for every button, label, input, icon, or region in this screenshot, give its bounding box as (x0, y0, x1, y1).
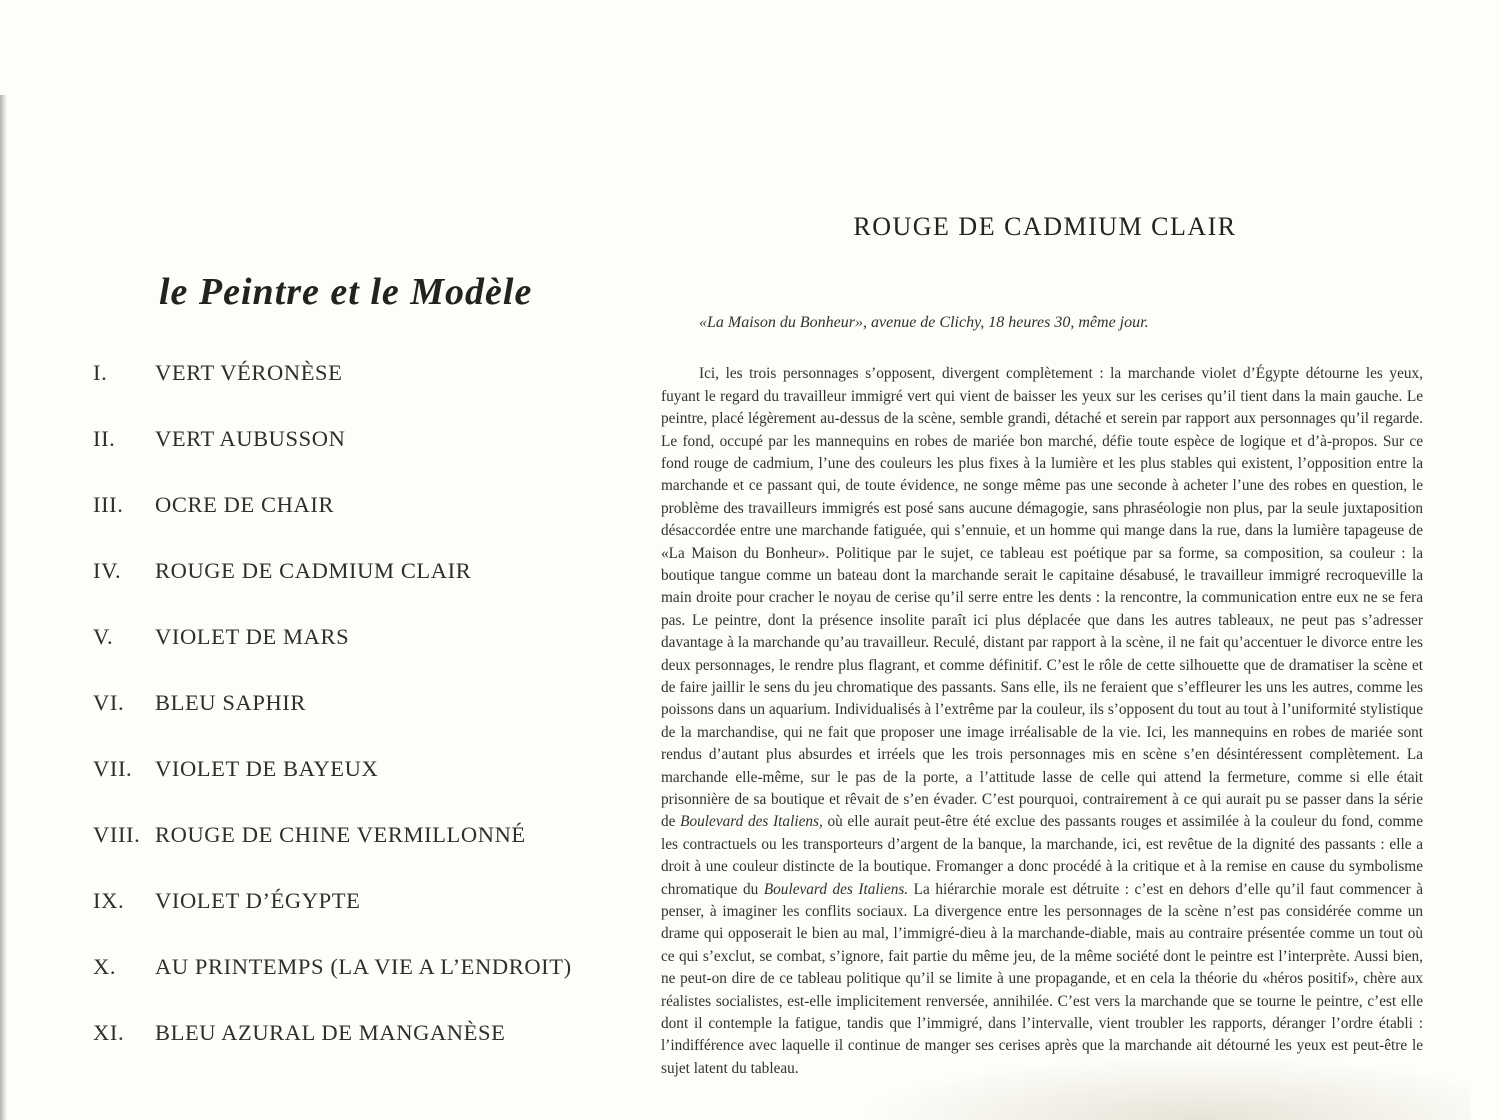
toc-item-numeral: VII. (93, 756, 133, 781)
body-segment: où elle aurait peut-être été exclue des passants rouges et assimilée à la couleur du fond, comme les contractuels ou les transporteurs d’argent de la banque, la marchande, ici, est revêtue de la dignité des passants : elle a droit à une couleur distincte de la boutique. Fromanger a donc procédé à la critique et à la remise en cause du symbolisme chromatique du (661, 813, 1423, 898)
body-segment: La hiérarchie morale est détruite : c’est en dehors d’elle qu’il faut commencer à penser, à imaginer les conflits sociaux. La divergence entre les personnages de la scène n’est pas considérée comme un drame qui opposerait le bien au mal, l’immigré-dieu à la marchande-diable, mais au contraire présentée comme un tout où ce qui s’exclut, se combat, s’ignore, fait partie du même jeu, de la même société dont le peintre est l’interprète. Aussi bien, ne peut-on dire de ce tableau politique qu’il se limite à une propagande, et en cela la théorie du «héros positif», chère aux réalistes socialistes, est-elle implicitement renversée, annihilée. C’est vers la marchande que se tourne le peintre, c’est elle dont il contemple la fatigue, tandis que l’immigré, dans l’intervalle, vient troubler les rapports, déranger l’ordre établi : l’indifférence avec laquelle il continue de manger ses cerises après que la marchande ait détourné les yeux est peut-être le sujet latent du tableau. (661, 880, 1423, 1077)
toc-item-numeral: XI. (93, 1020, 125, 1045)
toc-item (93, 690, 663, 716)
toc-item-numeral: VIII. (93, 822, 141, 847)
toc-item-label: AU PRINTEMPS (LA VIE A L’ENDROIT) (155, 954, 572, 979)
toc-item (93, 954, 663, 980)
toc-item (93, 624, 663, 650)
toc-page (93, 270, 663, 1086)
toc-item (93, 1020, 663, 1046)
chapter-epigraph: «La Maison du Bonheur», avenue de Clichy, 18 heures 30, même jour. (699, 314, 1149, 331)
body-segment-italic: Boulevard des Italiens. (763, 880, 909, 898)
toc-item (93, 360, 663, 386)
toc-item-label: VERT AUBUSSON (155, 426, 346, 451)
toc-item (93, 426, 663, 452)
toc-item-label: OCRE DE CHAIR (155, 492, 335, 517)
toc-item-label: VIOLET D’ÉGYPTE (155, 888, 361, 913)
toc-item-label: BLEU SAPHIR (155, 690, 306, 715)
toc-item (93, 756, 663, 782)
toc-item (93, 888, 663, 914)
toc-item-numeral: VI. (93, 690, 125, 715)
toc-item (93, 822, 663, 848)
toc-item-numeral: III. (93, 492, 124, 517)
chapter-body (661, 363, 1423, 1080)
toc-item-label: VERT VÉRONÈSE (155, 360, 343, 385)
toc-item-label: VIOLET DE MARS (155, 624, 350, 649)
toc-item-numeral: IV. (93, 558, 122, 583)
body-segment-italic: Boulevard des Italiens, (680, 813, 823, 831)
toc-item-numeral: V. (93, 624, 114, 649)
toc-item (93, 558, 663, 584)
toc-item (93, 492, 663, 518)
toc-item-numeral: I. (93, 360, 108, 385)
toc-list (93, 360, 663, 1046)
toc-item-numeral: X. (93, 954, 117, 979)
toc-item-numeral: II. (93, 426, 116, 451)
toc-item-label: ROUGE DE CADMIUM CLAIR (155, 558, 472, 583)
chapter-title: ROUGE DE CADMIUM CLAIR (853, 212, 1237, 241)
toc-item-label: VIOLET DE BAYEUX (155, 756, 379, 781)
page-edge-shadow (0, 95, 7, 1120)
body-segment: Ici, les trois personnages s’opposent, divergent complètement : la marchande violet d’Égypte détourne les yeux, fuyant le regard du travailleur immigré vert qui vient de baisser les yeux sur les cerises qu’il tient dans la main gauche. Le peintre, placé légèrement au-dessus de la scène, semble grandi, détaché et serein par rapport aux personnages qu’il regarde. Le fond, occupé par les mannequins en robes de mariée bon marché, défie toute espèce de logique et d’à-propos. Sur ce fond rouge de cadmium, l’une des couleurs les plus fixes à la lumière et les plus stables qui existent, l’opposition entre la marchande et ce passant qui, de toute évidence, ne songe même pas une seconde à acheter l’une des robes en question, le problème des travailleurs immigrés est posé sans aucune démagogie, sans phraséologie non plus, par la seule juxtaposition désaccordée entre une marchande fatiguée, qui s’ennuie, et un homme qui mange dans la rue, dans la lumière tapageuse de «La Maison du Bonheur». Politique par le sujet, ce tableau est poétique par sa forme, sa composition, sa couleur : la boutique tangue comme un bateau dont la marchande serait le capitaine désabusé, le travailleur immigré recroqueville la main droite pour cracher le noyau de cerise qu’il serre entre les dents : la rencontre, la communication entre eux ne se fera pas. Le peintre, dont la présence insolite paraît ici plus déplacée que dans les autres tableaux, ne peut pas s’adresser davantage à la marchande qu’au travailleur. Reculé, distant par rapport à la scène, il ne fait qu’accentuer le divorce entre les deux personnages, le rendre plus flagrant, et comme définitif. C’est le rôle de cette silhouette que de dramatiser la scène et de faire jaillir le sens du jeu chromatique des passants. Sans elle, ils ne feraient que s’effleurer les uns les autres, comme les poissons dans un aquarium. Individualisés à l’extrême par la couleur, ils s’opposent du tout au tout à l’uniformité stylistique de la marchandise, qui ne fait que proposer une image irréalisable de la vie. Ici, les mannequins en robes de mariée sont rendus d’autant plus absurdes et irréels que les trois personnages mis en scène s’en désintéressent complètement. La marchande elle-même, sur le pas de la porte, a l’attitude lasse de celle qui attend la fermeture, comme si elle était prisonnière de sa boutique et rêvait de s’en évader. C’est pourquoi, contrairement à ce qui aurait pu se passer dans la série de (661, 365, 1423, 831)
toc-item-numeral: IX. (93, 888, 125, 913)
toc-item-label: BLEU AZURAL DE MANGANÈSE (155, 1020, 506, 1045)
toc-title: le Peintre et le Modèle (159, 271, 533, 313)
toc-item-label: ROUGE DE CHINE VERMILLONNÉ (155, 822, 526, 847)
